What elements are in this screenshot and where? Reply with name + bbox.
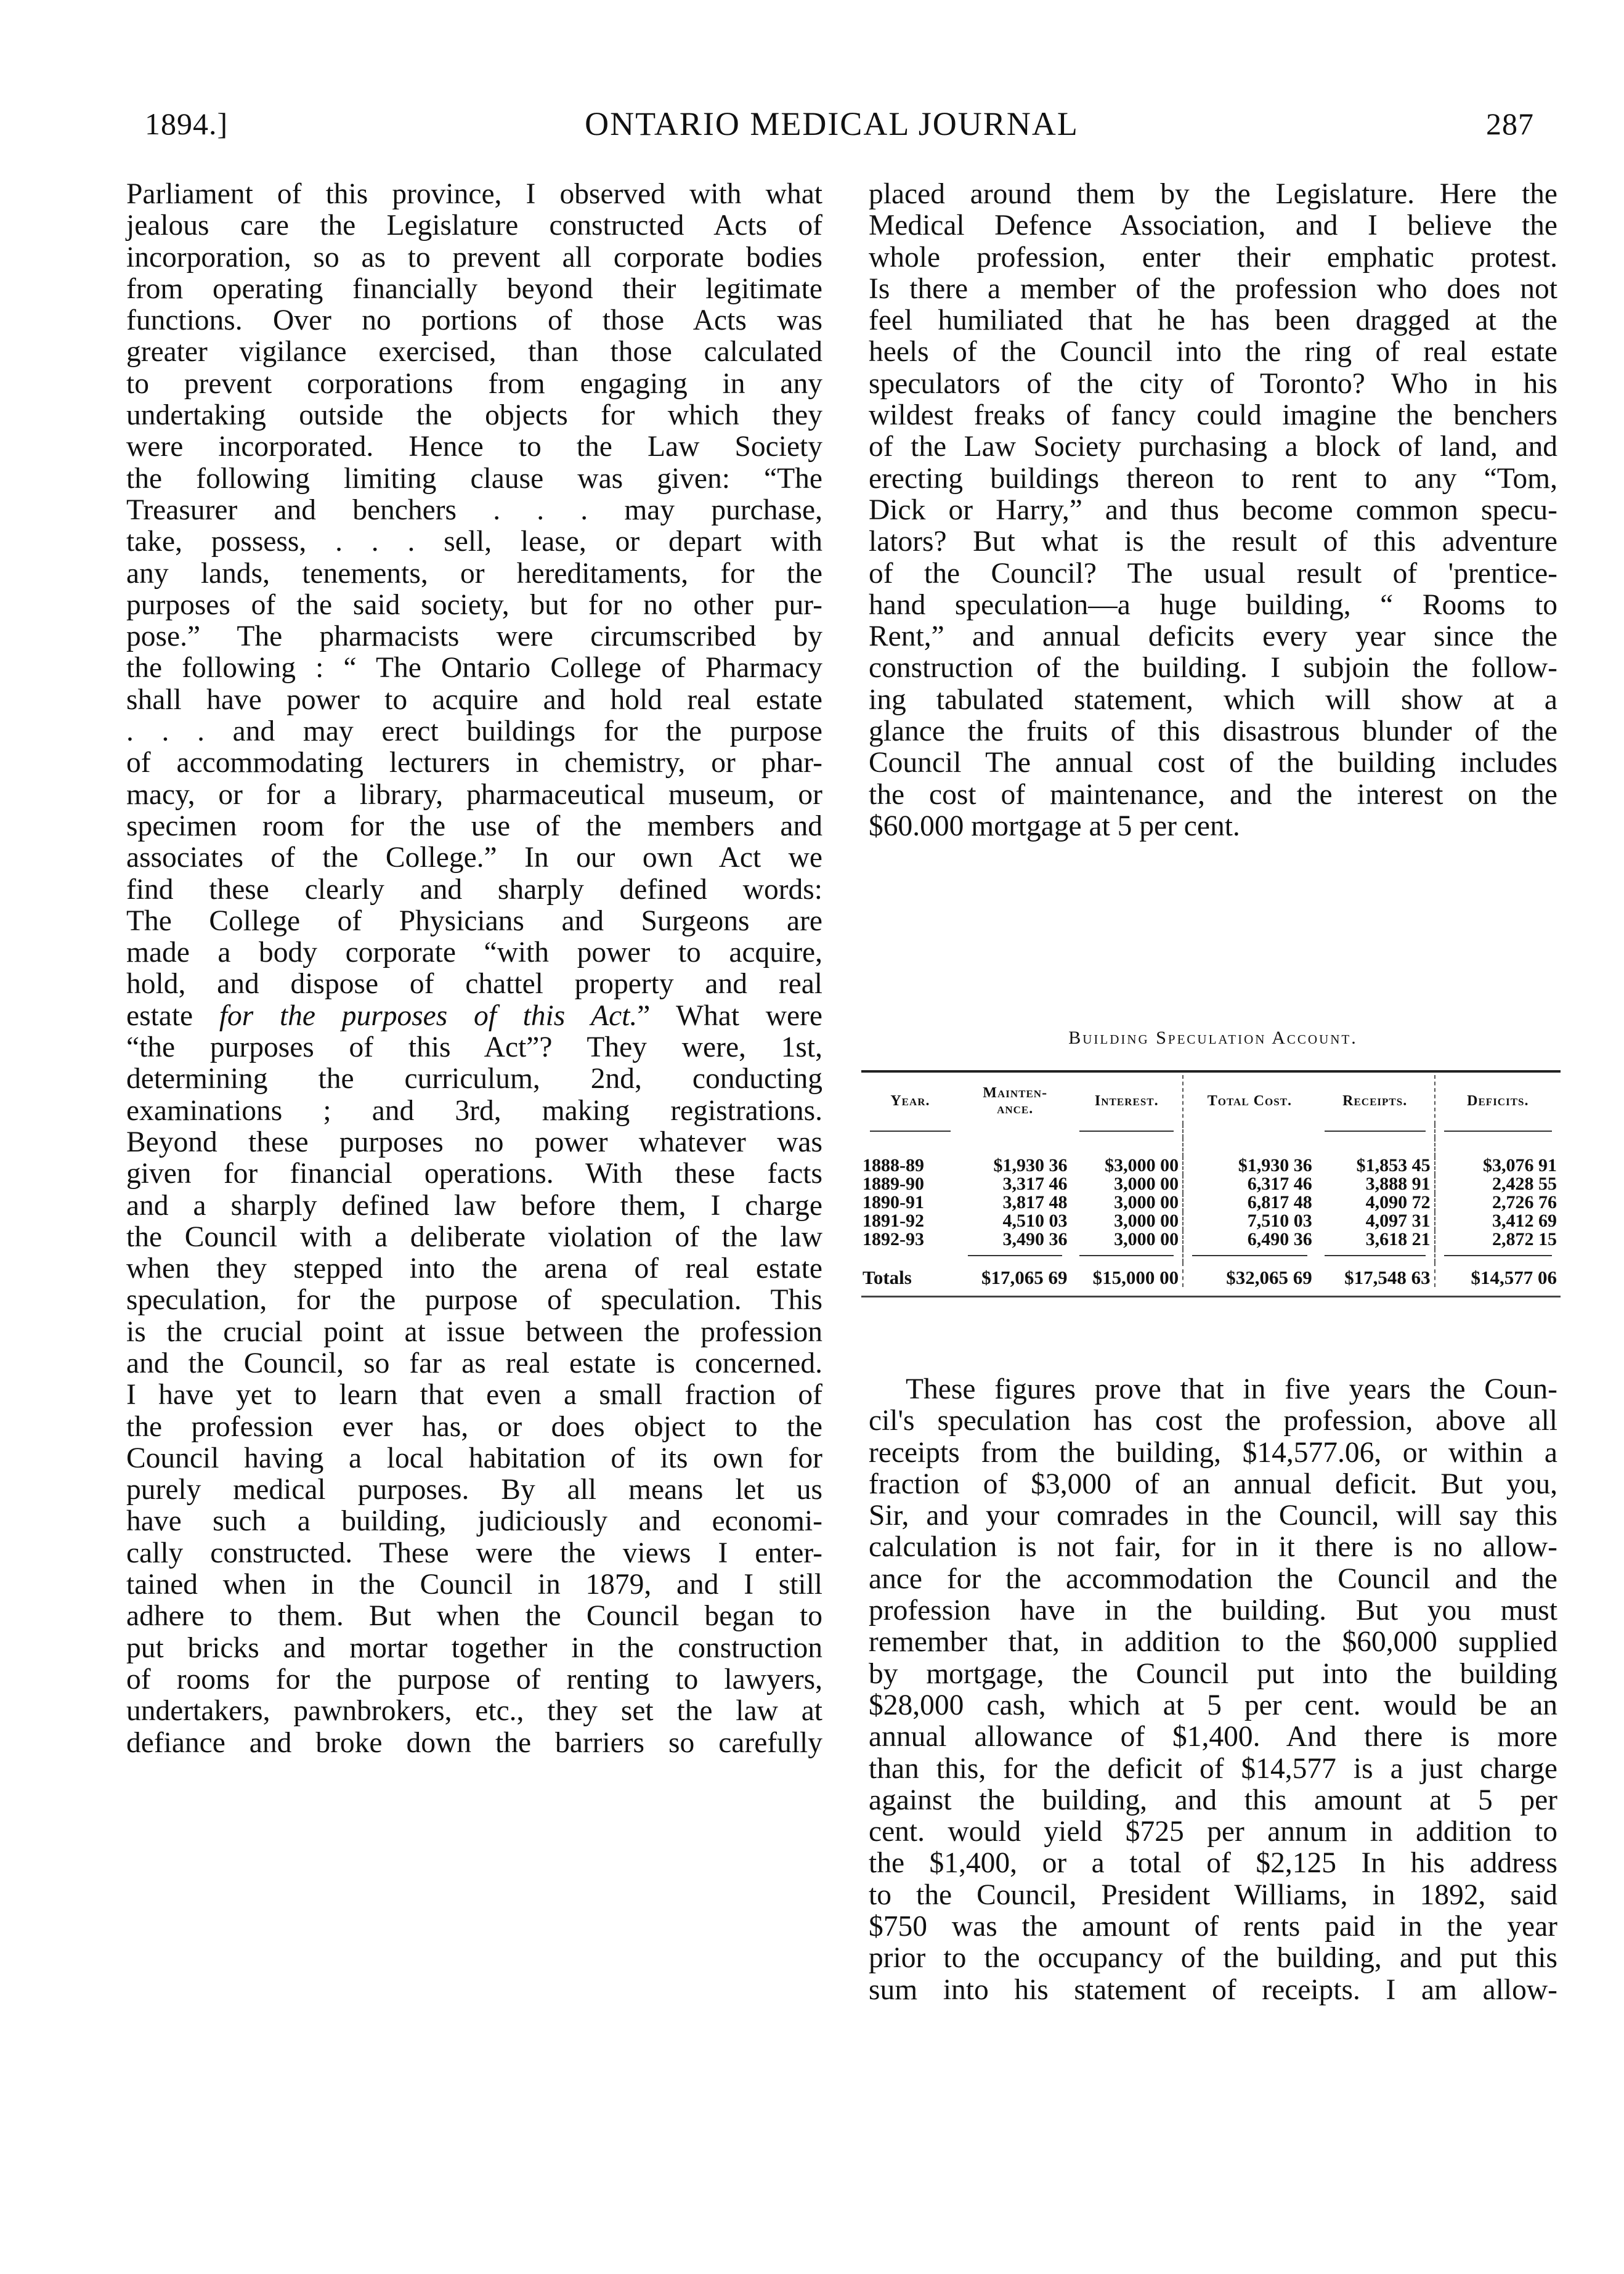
text-line: greater vigilance exercised, than those calculated bbox=[126, 336, 822, 368]
text-line: hand speculation—a huge building, “ Rooms to bbox=[869, 588, 1557, 621]
text-line: cil's speculation has cost the profession, above all bbox=[869, 1405, 1557, 1437]
text-line: construction of the building. I subjoin the follow- bbox=[869, 652, 1557, 684]
text-line: speculation, for the purpose of speculation. This bbox=[126, 1284, 822, 1317]
table-row: 1892-93 3,490 36 3,000 00 6,490 36 3,618 21 2,872 15 bbox=[861, 1230, 1561, 1249]
italic-quote: for the purposes of this Act. bbox=[219, 999, 638, 1032]
text-line: macy, or for a library, pharmaceutical museum, or bbox=[126, 778, 822, 811]
text-line: to prevent corporations from engaging in any bbox=[126, 367, 822, 400]
text-line: any lands, tenements, or hereditaments, for the bbox=[126, 557, 822, 590]
text-line: heels of the Council into the ring of real estate bbox=[869, 336, 1557, 368]
table-row: 1890-91 3,817 48 3,000 00 6,817 48 4,090 72 2,726 76 bbox=[861, 1193, 1561, 1212]
header-maintenance: Mainten- ance. bbox=[983, 1085, 1048, 1117]
text-line: pose.” The pharmacists were circumscribed by bbox=[126, 620, 822, 653]
right-column-top bbox=[869, 179, 1557, 842]
text-line: Council having a local habitation of its own for bbox=[126, 1442, 822, 1474]
text-line: of accommodating lecturers in chemistry, or phar- bbox=[126, 747, 822, 779]
text-line: $60.000 mortgage at 5 per cent. bbox=[869, 810, 1240, 842]
text-line: calculation is not fair, for in it there is no allow- bbox=[869, 1531, 1557, 1564]
table-row: 1889-90 3,317 46 3,000 00 6,317 46 3,888 91 2,428 55 bbox=[861, 1175, 1561, 1193]
text-line: the Council with a deliberate violation of the law bbox=[126, 1220, 822, 1253]
text-line: Parliament of this province, I observed with what bbox=[126, 178, 822, 210]
table-caption: Building Speculation Account. bbox=[1068, 1028, 1358, 1048]
text-line: Beyond these purposes no power whatever was bbox=[126, 1126, 822, 1158]
text-line: cally constructed. These were the views I enter- bbox=[126, 1537, 822, 1569]
text-line: examinations ; and 3rd, making registrations. bbox=[126, 1094, 822, 1127]
text-line: is the crucial point at issue between the profession bbox=[126, 1315, 822, 1348]
text-line: given for financial operations. With these facts bbox=[126, 1158, 822, 1190]
table-row: 1888-89 $1,930 36 $3,000 00 $1,930 36 $1,853 45 $3,076 91 bbox=[861, 1156, 1561, 1175]
text-line: incorporation, so as to prevent all corporate bodies bbox=[126, 241, 822, 274]
text-line: lators? But what is the result of this adventure bbox=[869, 526, 1557, 558]
text-line: Sir, and your comrades in the Council, will say this bbox=[869, 1500, 1557, 1532]
text-line: prior to the occupancy of the building, and put this bbox=[869, 1942, 1557, 1975]
text-line: the profession ever has, or does object to the bbox=[126, 1410, 822, 1443]
text-line: erecting buildings thereon to rent to any “Tom, bbox=[869, 462, 1557, 495]
text-line: remember that, in addition to the $60,000 supplied bbox=[869, 1626, 1557, 1659]
text-line: of the Law Society purchasing a block of land, and bbox=[869, 431, 1557, 463]
text-line: placed around them by the Legislature. Here the bbox=[869, 178, 1557, 210]
text-line: tained when in the Council in 1879, and I still bbox=[126, 1569, 822, 1601]
text-line-with-italic: estate for the purposes of this Act.” What were bbox=[126, 999, 823, 1032]
text-line: were incorporated. Hence to the Law Society bbox=[126, 431, 822, 463]
text-line: Council The annual cost of the building includes bbox=[869, 747, 1557, 779]
text-line: ance for the accommodation the Council and the bbox=[869, 1562, 1557, 1595]
text-line: find these clearly and sharply defined words: bbox=[126, 873, 822, 906]
text-line: of the Council? The usual result of 'prentice- bbox=[869, 557, 1557, 590]
text-line: shall have power to acquire and hold real estate bbox=[126, 683, 822, 716]
text-line: Rent,” and annual deficits every year since the bbox=[869, 620, 1557, 653]
journal-title: ONTARIO MEDICAL JOURNAL bbox=[585, 105, 1079, 142]
text-line: I have yet to learn that even a small fraction of bbox=[126, 1379, 822, 1411]
text-line: profession have in the building. But you must bbox=[869, 1594, 1557, 1627]
text-line: to the Council, President Williams, in 1892, said bbox=[869, 1878, 1557, 1911]
text-line: speculators of the city of Toronto? Who in his bbox=[869, 367, 1557, 400]
text-line: put bricks and mortar together in the construction bbox=[126, 1631, 822, 1664]
issue-year: 1894.] bbox=[145, 107, 229, 141]
header-interest: Interest. bbox=[1094, 1093, 1159, 1109]
text-line: fraction of $3,000 of an annual deficit. But you, bbox=[869, 1468, 1557, 1500]
text-line: hold, and dispose of chattel property and real bbox=[126, 968, 822, 1001]
text-line: the $1,400, or a total of $2,125 In his address bbox=[869, 1847, 1557, 1880]
text-line: the following : “ The Ontario College of Pharmacy bbox=[126, 652, 822, 684]
text-line: whole profession, enter their emphatic protest. bbox=[869, 241, 1557, 274]
text-line: jealous care the Legislature constructed Acts of bbox=[126, 209, 822, 242]
text-line: glance the fruits of this disastrous blunder of the bbox=[869, 715, 1557, 748]
text-line: $28,000 cash, which at 5 per cent. would be an bbox=[869, 1689, 1557, 1721]
text-line: and a sharply defined law before them, I charge bbox=[126, 1189, 822, 1222]
text-line: . . . and may erect buildings for the purpose bbox=[126, 715, 822, 748]
header-total-cost: Total Cost. bbox=[1183, 1075, 1316, 1124]
text-line: purely medical purposes. By all means let us bbox=[126, 1474, 822, 1506]
text-line: and the Council, so far as real estate is concerned. bbox=[126, 1347, 822, 1379]
left-column bbox=[126, 179, 822, 1759]
text-line: defiance and broke down the barriers so carefully bbox=[126, 1726, 822, 1759]
text-line: functions. Over no portions of those Acts was bbox=[126, 304, 822, 337]
text-line: undertakers, pawnbrokers, etc., they set the law at bbox=[126, 1695, 822, 1728]
text-line: specimen room for the use of the members and bbox=[126, 810, 822, 842]
text-line: receipts from the building, $14,577.06, or within a bbox=[869, 1436, 1557, 1469]
totals-row: Totals $17,065 69 $15,000 00 $32,065 69 $17,548 63 $14,577 06 bbox=[861, 1262, 1561, 1287]
header-year: Year. bbox=[890, 1093, 930, 1109]
table-bottom-rule bbox=[861, 1296, 1561, 1297]
text-line: The College of Physicians and Surgeons are bbox=[126, 904, 822, 937]
text-line: the following limiting clause was given: “The bbox=[126, 462, 822, 495]
page-number: 287 bbox=[1486, 107, 1534, 141]
text-line: of rooms for the purpose of renting to lawyers, bbox=[126, 1663, 822, 1695]
text-line: take, possess, . . . sell, lease, or depart with bbox=[126, 526, 822, 558]
table-header-row bbox=[861, 1075, 1561, 1124]
text-line: the cost of maintenance, and the interest on the bbox=[869, 778, 1557, 811]
text-line: adhere to them. But when the Council began to bbox=[126, 1600, 822, 1633]
totals-rule-row bbox=[861, 1249, 1561, 1262]
text-line: cent. would yield $725 per annum in addition to bbox=[869, 1816, 1557, 1848]
text-line: ing tabulated statement, which will show at a bbox=[869, 683, 1557, 716]
header-underline-row bbox=[861, 1124, 1561, 1138]
header-deficits: Deficits. bbox=[1435, 1075, 1561, 1124]
text-line: $750 was the amount of rents paid in the year bbox=[869, 1911, 1557, 1943]
text-line: than this, for the deficit of $14,577 is a just charge bbox=[869, 1752, 1557, 1785]
text-line: Treasurer and benchers . . . may purchase, bbox=[126, 493, 822, 526]
text-line: Is there a member of the profession who does not bbox=[869, 272, 1557, 305]
building-speculation-table bbox=[861, 1070, 1561, 1297]
text-line: from operating financially beyond their legitimate bbox=[126, 272, 822, 305]
text-line: determining the curriculum, 2nd, conducting bbox=[126, 1063, 822, 1095]
text-line: Medical Defence Association, and I believe the bbox=[869, 209, 1557, 242]
text-line: annual allowance of $1,400. And there is more bbox=[869, 1721, 1557, 1753]
text-line: feel humiliated that he has been dragged at the bbox=[869, 304, 1557, 337]
text-line: against the building, and this amount at 5 per bbox=[869, 1784, 1557, 1816]
table-top-rule bbox=[861, 1070, 1561, 1073]
text-line: sum into his statement of receipts. I am allow- bbox=[869, 1973, 1557, 2006]
text-line: Dick or Harry,” and thus become common specu- bbox=[869, 493, 1557, 526]
text-line: by mortgage, the Council put into the building bbox=[869, 1657, 1557, 1690]
text-line: when they stepped into the arena of real estate bbox=[126, 1253, 822, 1285]
text-line: purposes of the said society, but for no other pur- bbox=[126, 588, 822, 621]
right-column-bottom bbox=[869, 1374, 1557, 2006]
running-head bbox=[126, 99, 1537, 148]
text-line: have such a building, judiciously and economi- bbox=[126, 1505, 822, 1538]
text-line: wildest freaks of fancy could imagine the benchers bbox=[869, 399, 1557, 432]
text-line: made a body corporate “with power to acquire, bbox=[126, 936, 822, 969]
text-line: “the purposes of this Act”? They were, 1st, bbox=[126, 1031, 822, 1064]
text-line: These figures prove that in five years the Coun- bbox=[906, 1373, 1557, 1405]
table-row: 1891-92 4,510 03 3,000 00 7,510 03 4,097 31 3,412 69 bbox=[861, 1212, 1561, 1230]
text-line: associates of the College.” In our own Act we bbox=[126, 842, 822, 874]
text-line: undertaking outside the objects for which they bbox=[126, 399, 822, 432]
header-receipts: Receipts. bbox=[1342, 1093, 1408, 1109]
